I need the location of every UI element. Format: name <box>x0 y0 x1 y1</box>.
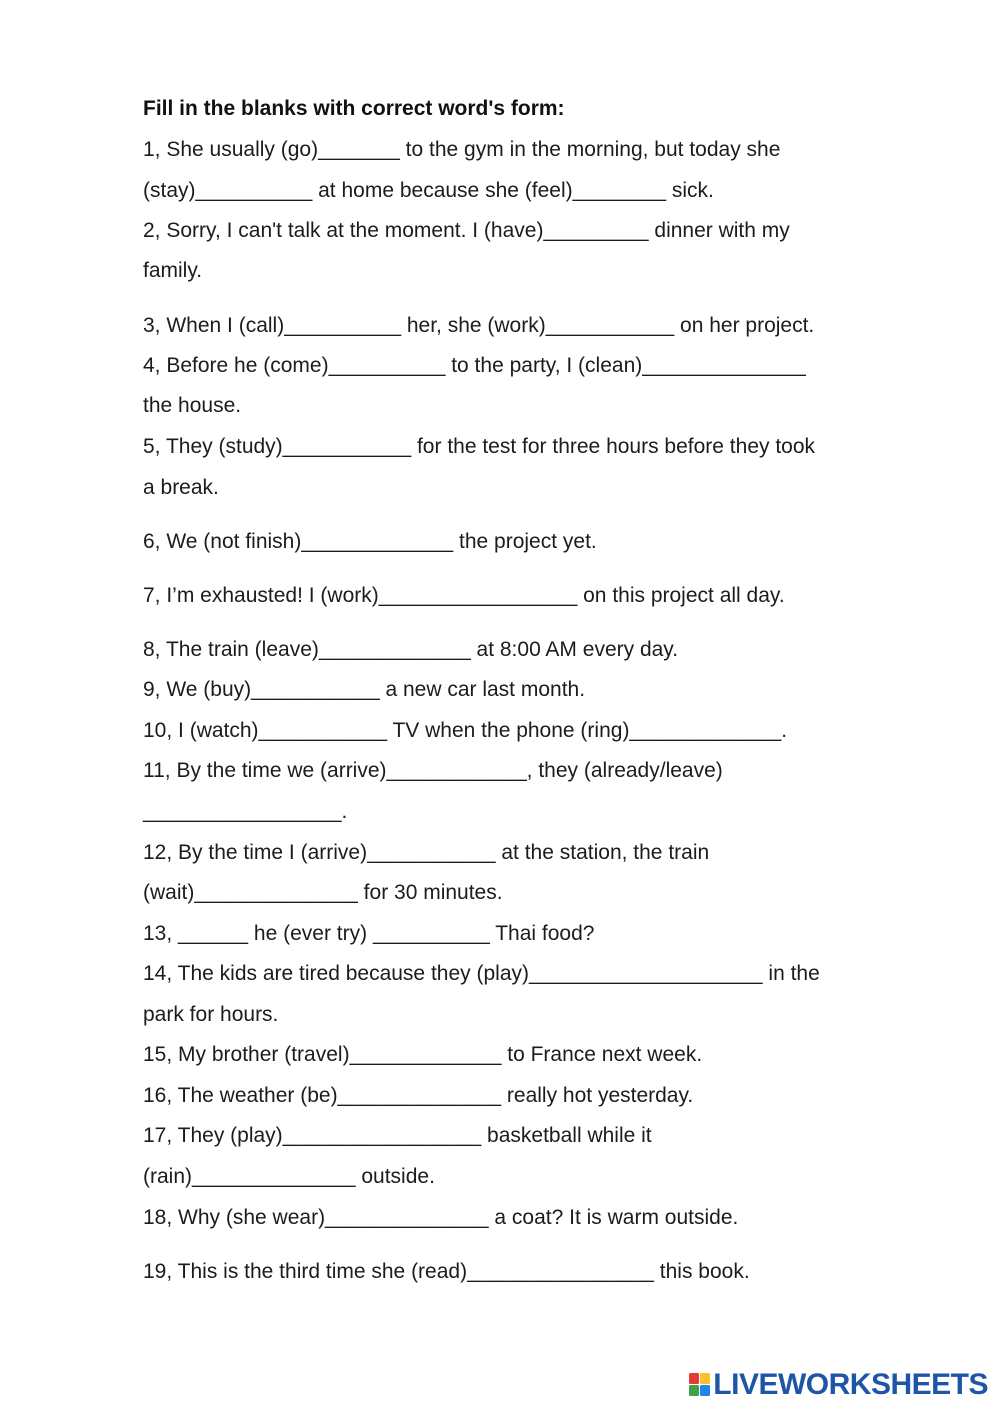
exercise-line: _________________. <box>143 800 348 823</box>
exercise-line: 14, The kids are tired because they (play)____________________ in the <box>143 962 820 985</box>
exercise-line: 5, They (study)___________ for the test for three hours before they took <box>143 435 816 458</box>
exercise-line: 15, My brother (travel)_____________ to France next week. <box>143 1043 703 1066</box>
exercise-line: family. <box>143 259 203 282</box>
exercise-line: 9, We (buy)___________ a new car last month. <box>143 678 586 701</box>
exercise-line: 19, This is the third time she (read)________________ this book. <box>143 1260 750 1283</box>
exercise-line: 4, Before he (come)__________ to the party, I (clean)______________ <box>143 354 806 377</box>
liveworksheets-brand <box>689 1368 988 1402</box>
exercise-line: 1, She usually (go)_______ to the gym in the morning, but today she <box>143 138 781 161</box>
exercise-line: 8, The train (leave)_____________ at 8:00 AM every day. <box>143 638 679 661</box>
exercise-line: 3, When I (call)__________ her, she (work)___________ on her project. <box>143 314 815 337</box>
exercise-line: (stay)__________ at home because she (feel)________ sick. <box>143 179 714 202</box>
exercise-line: 6, We (not finish)_____________ the project yet. <box>143 530 597 553</box>
exercise-line: 18, Why (she wear)______________ a coat? It is warm outside. <box>143 1206 739 1229</box>
exercise-line: 13, ______ he (ever try) __________ Thai food? <box>143 922 595 945</box>
exercise-line: 2, Sorry, I can't talk at the moment. I (have)_________ dinner with my <box>143 219 790 242</box>
exercise-line: 17, They (play)_________________ basketball while it <box>143 1124 652 1147</box>
exercise-line: 12, By the time I (arrive)___________ at the station, the train <box>143 841 710 864</box>
exercise-line: the house. <box>143 394 242 417</box>
exercise-line: 11, By the time we (arrive)____________, they (already/leave) <box>143 759 723 782</box>
exercise-line: 10, I (watch)___________ TV when the phone (ring)_____________. <box>143 719 788 742</box>
worksheet-heading: Fill in the blanks with correct word's form: <box>143 97 565 120</box>
exercise-line: (rain)______________ outside. <box>143 1165 435 1188</box>
exercise-line: 7, I’m exhausted! I (work)_________________ on this project all day. <box>143 584 785 607</box>
exercise-line: 16, The weather (be)______________ really hot yesterday. <box>143 1084 694 1107</box>
exercise-line: (wait)______________ for 30 minutes. <box>143 881 503 904</box>
liveworksheets-logo-icon <box>689 1373 711 1397</box>
brand-name: LIVEWORKSHEETS <box>713 1368 988 1401</box>
exercise-line: a break. <box>143 476 219 499</box>
exercise-line: park for hours. <box>143 1003 279 1026</box>
